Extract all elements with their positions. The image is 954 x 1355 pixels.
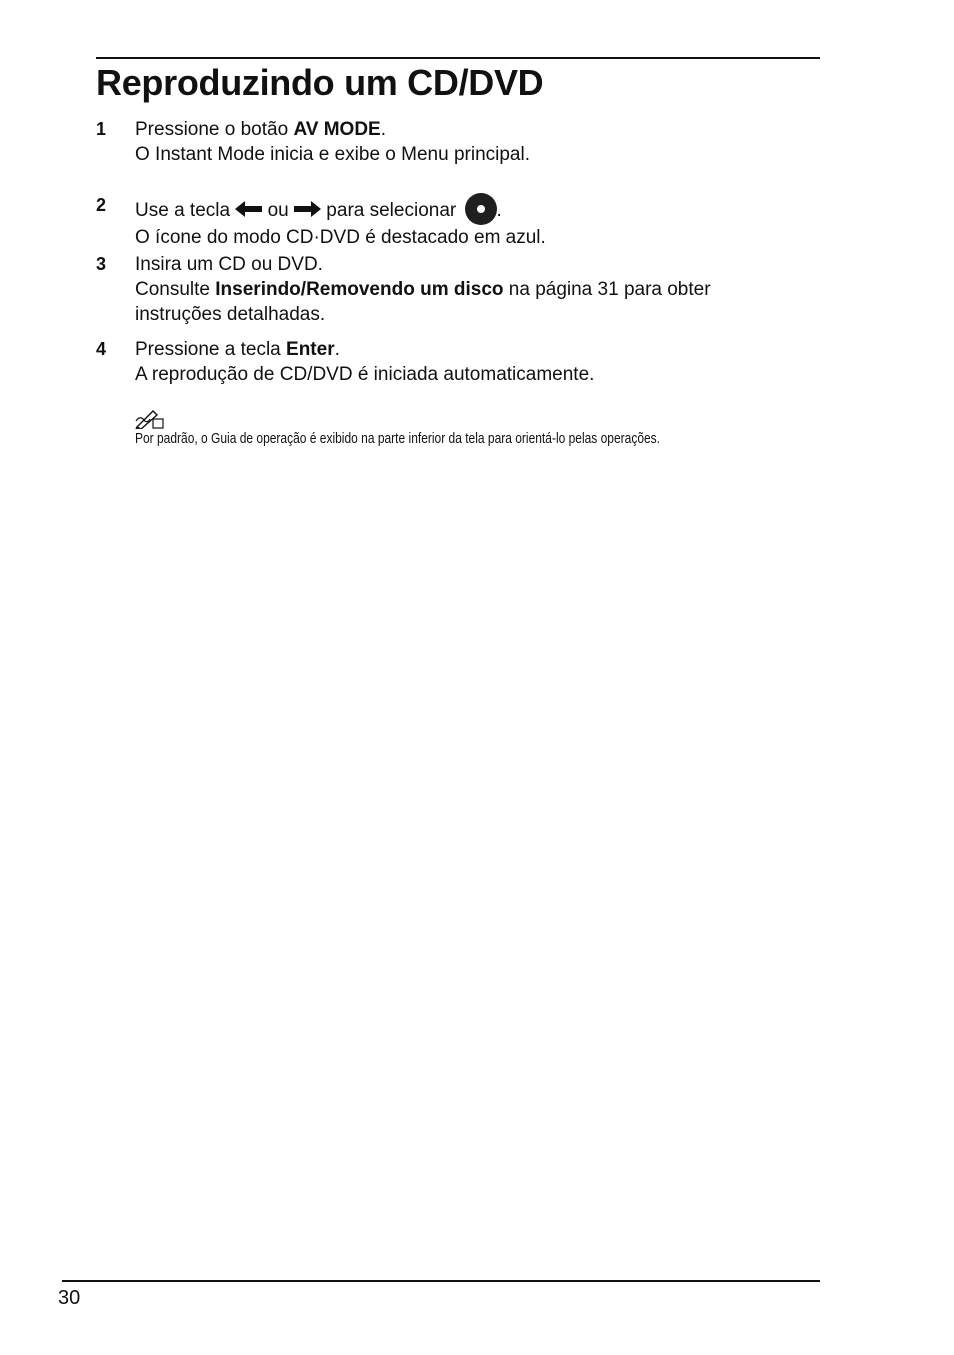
enter-key-label: Enter xyxy=(286,339,335,360)
cross-reference-link: Inserindo/Removendo um disco xyxy=(215,279,504,300)
step-number: 1 xyxy=(96,119,107,139)
right-arrow-icon xyxy=(294,199,321,224)
step-number: 2 xyxy=(96,195,107,215)
step-result: A reprodução de CD/DVD é iniciada automaticamente. xyxy=(135,364,595,385)
av-mode-label: AV MODE xyxy=(293,119,381,140)
step-result: O Instant Mode inicia e exibe o Menu principal. xyxy=(135,144,530,165)
top-rule xyxy=(96,57,820,59)
note-text: Por padrão, o Guia de operação é exibido na parte inferior da tela para orientá-lo pelas operações. xyxy=(135,430,661,447)
bottom-rule xyxy=(62,1280,820,1282)
step-result: O ícone do modo CD·DVD é destacado em azul. xyxy=(135,227,546,248)
page-number: 30 xyxy=(58,1287,81,1309)
step-number: 3 xyxy=(96,254,107,274)
left-arrow-icon xyxy=(235,199,262,224)
page-title: Reproduzindo um CD/DVD xyxy=(96,62,544,103)
step-number: 4 xyxy=(96,339,107,359)
cd-dvd-disc-icon xyxy=(465,193,497,225)
